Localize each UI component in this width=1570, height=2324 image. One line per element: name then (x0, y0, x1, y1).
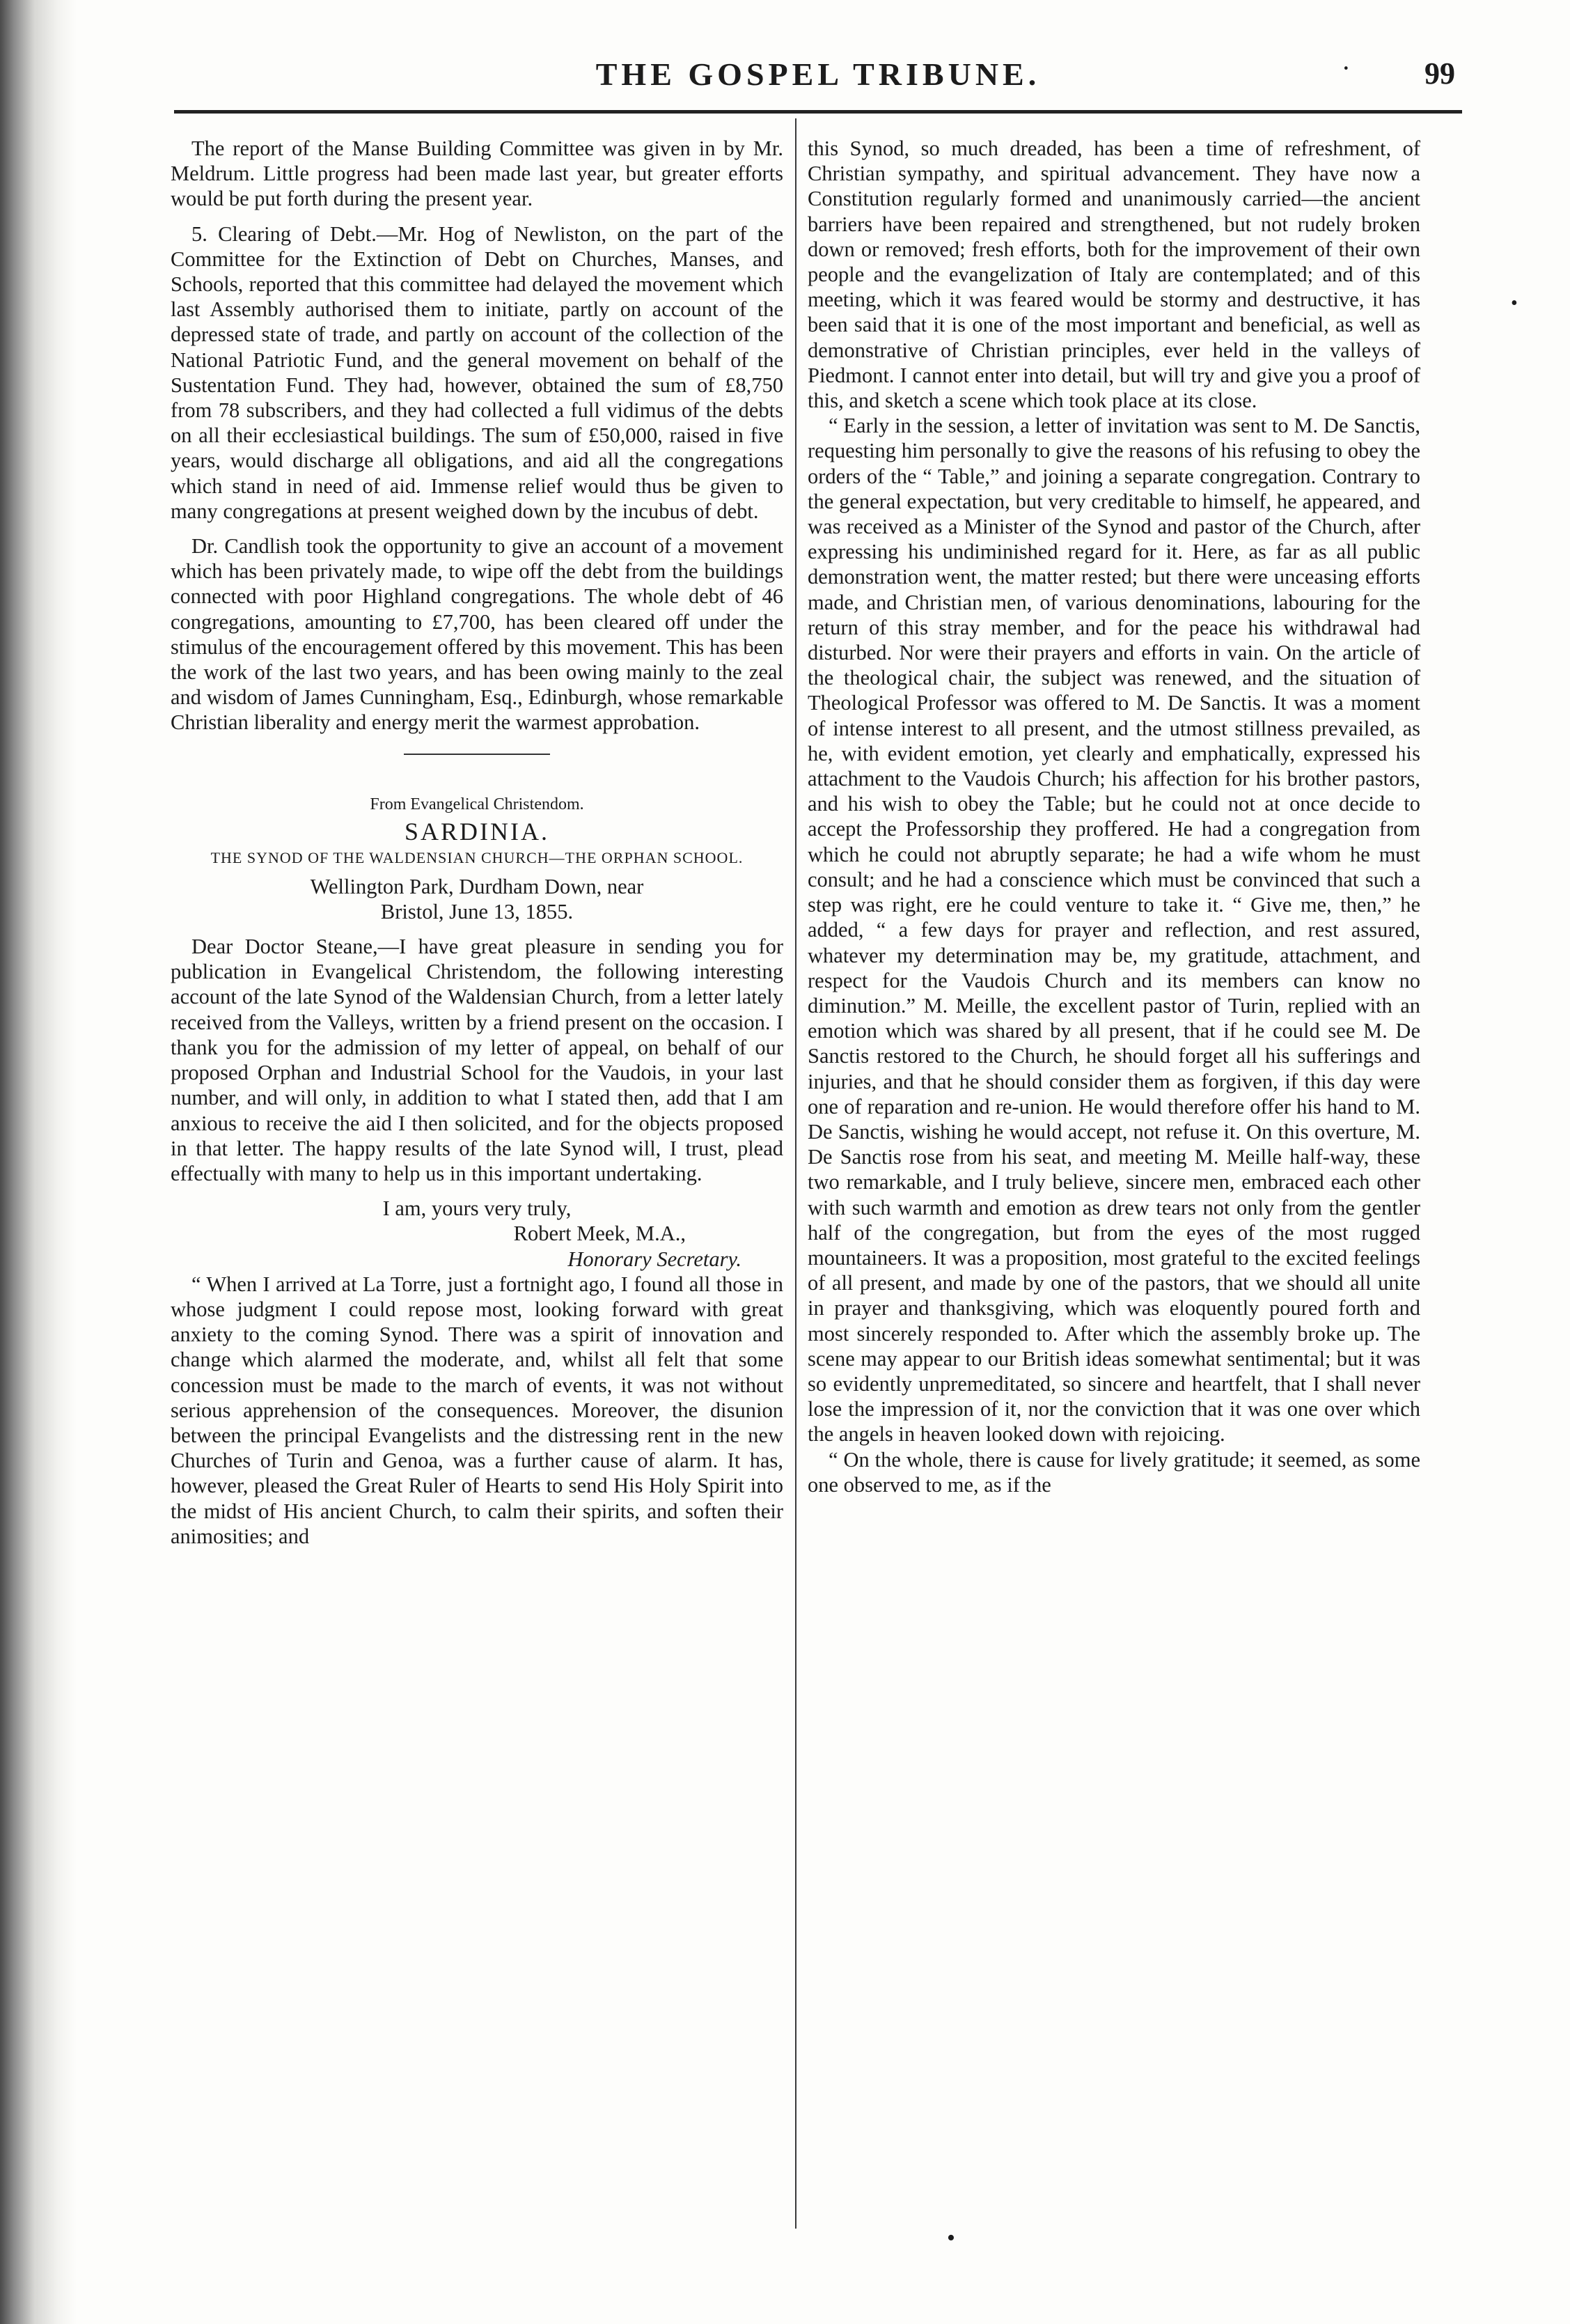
source-credit: From Evangelical Christendom. (370, 795, 584, 813)
running-header (174, 49, 1462, 104)
paragraph-clearing-debt: 5. Clearing of Debt.—Mr. Hog of Newliston, on the part of the Committee for the Extinction of Debt on Churches, Manses, and Schools, reported that this committee had delayed the movement which last Assembly authorised them to initiate, partly on account of the depressed state of trade, and partly on account of the collection of the National Patriotic Fund, and the general movement on behalf of the Sustentation Fund. They had, however, obtained the sum of £8,750 from 78 subscribers, and they had collected a full vidimus of the debts on all their ecclesiastical buildings. The sum of £50,000, raised in five years, would discharge all obligations, and aid all the congregations which stand in need of aid. Immense relief would thus be given to many congregations at present weighed down by the incubus of debt. (171, 221, 783, 523)
stray-ink-mark: • (1511, 293, 1518, 314)
header-dot-mark: · (1341, 52, 1351, 84)
letter-closing: I am, yours very truly, (382, 1196, 572, 1221)
signature-title: Honorary Secretary. (567, 1247, 741, 1271)
paragraph-arrival: “ When I arrived at La Torre, just a fortnight ago, I found all those in whose judgment I could repose most, looking forward with great anxiety to the coming Synod. There was a spirit of innovation and change which alarmed the moderate, and, whilst all felt that some concession must be made to the march of events, it was not without serious apprehension of the consequences. Moreover, the disunion between the principal Evangelists and the distressing rent in the new Churches of Turin and Genoa, was a further cause of alarm. It has, however, pleased the Great Ruler of Hearts to send His Holy Spirit into the midst of His ancient Church, to calm their spirits, and soften their animosities; and (171, 1272, 783, 1548)
article-subheading: THE SYNOD OF THE WALDENSIAN CHURCH—THE ORPHAN SCHOOL. (210, 848, 744, 866)
letter-address-line-1: Wellington Park, Durdham Down, near (310, 874, 644, 898)
paragraph-manse-report: The report of the Manse Building Committee was given in by Mr. Meldrum. Little progress had been made last year, but greater efforts would be put forth during the present year. (171, 137, 783, 211)
header-rule (174, 110, 1462, 114)
paragraph-candlish: Dr. Candlish took the opportunity to give an account of a movement which has been privately made, to wipe off the debt from the buildings connected with poor Highland congregations. The whole debt of 46 congregations, amounting to £7,700, has been cleared off under the stimulus of the encouragement offered by this movement. This has been the work of the last two years, and has been owing mainly to the zeal and wisdom of James Cunningham, Esq., Edinburgh, whose remarkable Christian liberality and energy merit the warmest approbation. (171, 534, 783, 735)
page-number: 99 (1424, 56, 1455, 91)
bottom-ink-dot: • (947, 2225, 955, 2251)
left-column (171, 136, 783, 1549)
paragraph-de-sanctis: “ Early in the session, a letter of invitation was sent to M. De Sanctis, requesting him personally to give the reasons of his refusing to obey the orders of the “ Table,” and joining a separate congregation. Contrary to the general expectation, but very creditable to himself, he appeared, and was received as a Minister of the Synod and pastor of the Church, after expressing his undiminished regard for it. Here, as far as all public demonstration went, the matter rested; but there were unceasing efforts made, and Christian men, of various denominations, labouring for the return of this stray member, and for the peace his withdrawal had disturbed. Nor were their prayers and efforts in vain. On the article of the theological chair, the subject was renewed, and the situation of Theological Professor was offered to M. De Sanctis. It was a moment of intense interest to all present, and the utmost stillness prevailed, as he, with evident emotion, yet clearly and emphatically, expressed his attachment to the Vaudois Church; his affection for his brother pastors, and his wish to obey the Table; but he could not at once decide to accept the Professorship they proffered. He had a congregation from which he could not abruptly separate; he had a wife whom he must consult; and he had a conscience which must be convinced that such a step was right, ere he could venture to take it. “ Give me, then,” he added, “ a few days for prayer and reflection, and rest assured, whatever my determination may be, my gratitude, attachment, and respect for the Vaudois Church and its members can know no diminution.” M. Meille, the excellent pastor of Turin, replied with an emotion which was shared by all present, that if he could see M. De Sanctis restored to the Church, he should forget all his sufferings and injuries, and that he should consider them as forgiven, if this day were one of reparation and re-union. He would therefore offer his hand to M. De Sanctis, wishing he would accept, not refuse it. On this overture, M. De Sanctis rose from his seat, and meeting M. Meille half-way, these two remarkable, and I truly believe, sincere men, embraced each other with such warmth and emotion as drew tears not only from the gentler half of the congregation, but from the eyes of the most rugged mountaineers. It was a proposition, most grateful to the excited feelings of all present, and made by one of the pastors, that we should all unite in prayer and thanksgiving, which was eloquently poured forth and most sincerely responded to. After which the assembly broke up. The scene may appear to our British ideas somewhat sentimental; but it was so evidently unpremeditated, so sincere and heartfelt, that I shall never lose the impression of it, nor the conviction that it was one over which the angels in heaven looked down with rejoicing. (808, 414, 1420, 1446)
paragraph-synod-continued: this Synod, so much dreaded, has been a time of refreshment, of Christian sympathy, and spiritual advancement. They have now a Constitution regularly formed and unanimously carried—the ancient barriers have been repaired and strengthened, but not rudely broken down or removed; fresh efforts, both for the improvement of their own people and the evangelization of Italy are contemplated; and of this meeting, which it was feared would be stormy and destructive, it has been said that it is one of the most important and beneficial, as well as demonstrative of Christian principles, ever held in the valleys of Piedmont. I cannot enter into detail, but will try and give you a proof of this, and sketch a scene which took place at its close. (808, 137, 1420, 413)
column-divider (795, 118, 796, 2229)
article-heading: SARDINIA. (404, 817, 549, 845)
letter-address-line-2: Bristol, June 13, 1855. (380, 899, 574, 923)
letter-signature: Robert Meek, M.A., (513, 1222, 686, 1246)
right-column (808, 136, 1420, 1497)
journal-title: THE GOSPEL TRIBUNE. (595, 56, 1041, 92)
paragraph-gratitude: “ On the whole, there is cause for lively gratitude; it seemed, as some one observed to me, as if the (808, 1447, 1420, 1497)
book-binding-shadow (0, 0, 77, 2324)
section-rule (404, 754, 550, 755)
letter-body: Dear Doctor Steane,—I have great pleasure in sending you for publication in Evangelical Christendom, the following interesting account of the late Synod of the Waldensian Church, from a letter lately received from the Valleys, written by a friend present on the occasion. I thank you for the admission of my letter of appeal, on behalf of our proposed Orphan and Industrial School for the Vaudois, in your last number, and will only, in addition to what I stated then, add that I am anxious to receive the aid I then solicited, and for the objects proposed in that letter. The happy results of the late Synod will, I trust, plead effectually with many to help us in this important undertaking. (171, 935, 783, 1185)
